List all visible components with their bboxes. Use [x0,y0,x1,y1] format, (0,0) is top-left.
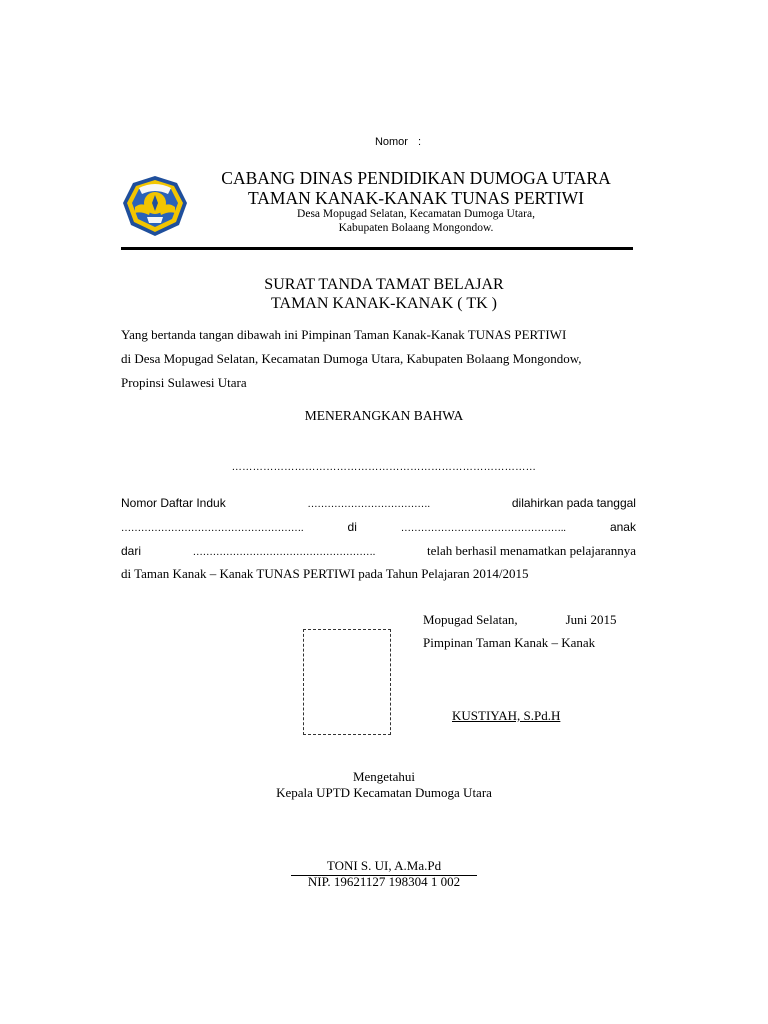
birth-place-field: ………………………………………….. [400,523,566,534]
intro-line2: di Desa Mopugad Selatan, Kecamatan Dumoga Utara, Kabupaten Bolaang Mongondow, [121,351,582,366]
signer-title: Pimpinan Taman Kanak – Kanak [423,635,596,650]
parent-name-field: ………………………………………………. [192,547,376,558]
header-divider [121,247,633,250]
completion-text: telah berhasil menamatkan pelajarannya [427,543,636,558]
approval-signer-name: TONI S. UI, A.Ma.Pd [291,858,477,876]
document-title-line2: TAMAN KANAK-KANAK ( TK ) [271,295,497,312]
di-label: di [347,520,357,534]
tut-wuri-handayani-emblem-icon [121,175,189,237]
place-date [423,612,617,628]
header-address-line1: Desa Mopugad Selatan, Kecamatan Dumoga Utara, [297,208,535,220]
parent-row [121,543,636,559]
statement-heading: MENERANGKAN BAHWA [304,408,464,423]
nomor-field [0,136,768,148]
date-text: Juni 2015 [565,612,617,627]
place-text: Mopugad Selatan, [423,612,518,627]
registration-row [121,496,636,510]
dari-label: dari [121,544,142,558]
nomor-label: Nomor [374,136,408,148]
nomor-daftar-induk-label: Nomor Daftar Induk [121,496,226,510]
signer-name: KUSTIYAH, S.Pd.H [452,708,561,723]
approval-nip: NIP. 19621127 198304 1 002 [307,874,461,889]
birth-row [121,520,636,534]
birth-date-field: ………………………………………………. [121,523,304,534]
anak-label: anak [609,520,636,534]
student-name-field: …………………………………………………………………………… [231,462,537,473]
document-title-line1: SURAT TANDA TAMAT BELAJAR [264,276,504,293]
dilahirkan-label: dilahirkan pada tanggal [511,496,636,510]
header-school-name: TAMAN KANAK-KANAK TUNAS PERTIWI [247,188,585,208]
completion-line: di Taman Kanak – Kanak TUNAS PERTIWI pada Tahun Pelajaran 2014/2015 [121,566,529,581]
header-address-line2: Kabupaten Bolaang Mongondow. [338,222,494,234]
nomor-separator: : [417,136,422,148]
photo-placeholder [303,629,391,735]
header-agency-name: CABANG DINAS PENDIDIKAN DUMOGA UTARA [221,168,611,188]
nomor-daftar-induk-field: ………………………………. [307,499,431,510]
approval-label: Mengetahui [352,769,416,784]
intro-line1: Yang bertanda tangan dibawah ini Pimpinan Taman Kanak-Kanak TUNAS PERTIWI [121,327,567,342]
intro-line3: Propinsi Sulawesi Utara [121,375,247,390]
approval-title: Kepala UPTD Kecamatan Dumoga Utara [276,785,492,800]
